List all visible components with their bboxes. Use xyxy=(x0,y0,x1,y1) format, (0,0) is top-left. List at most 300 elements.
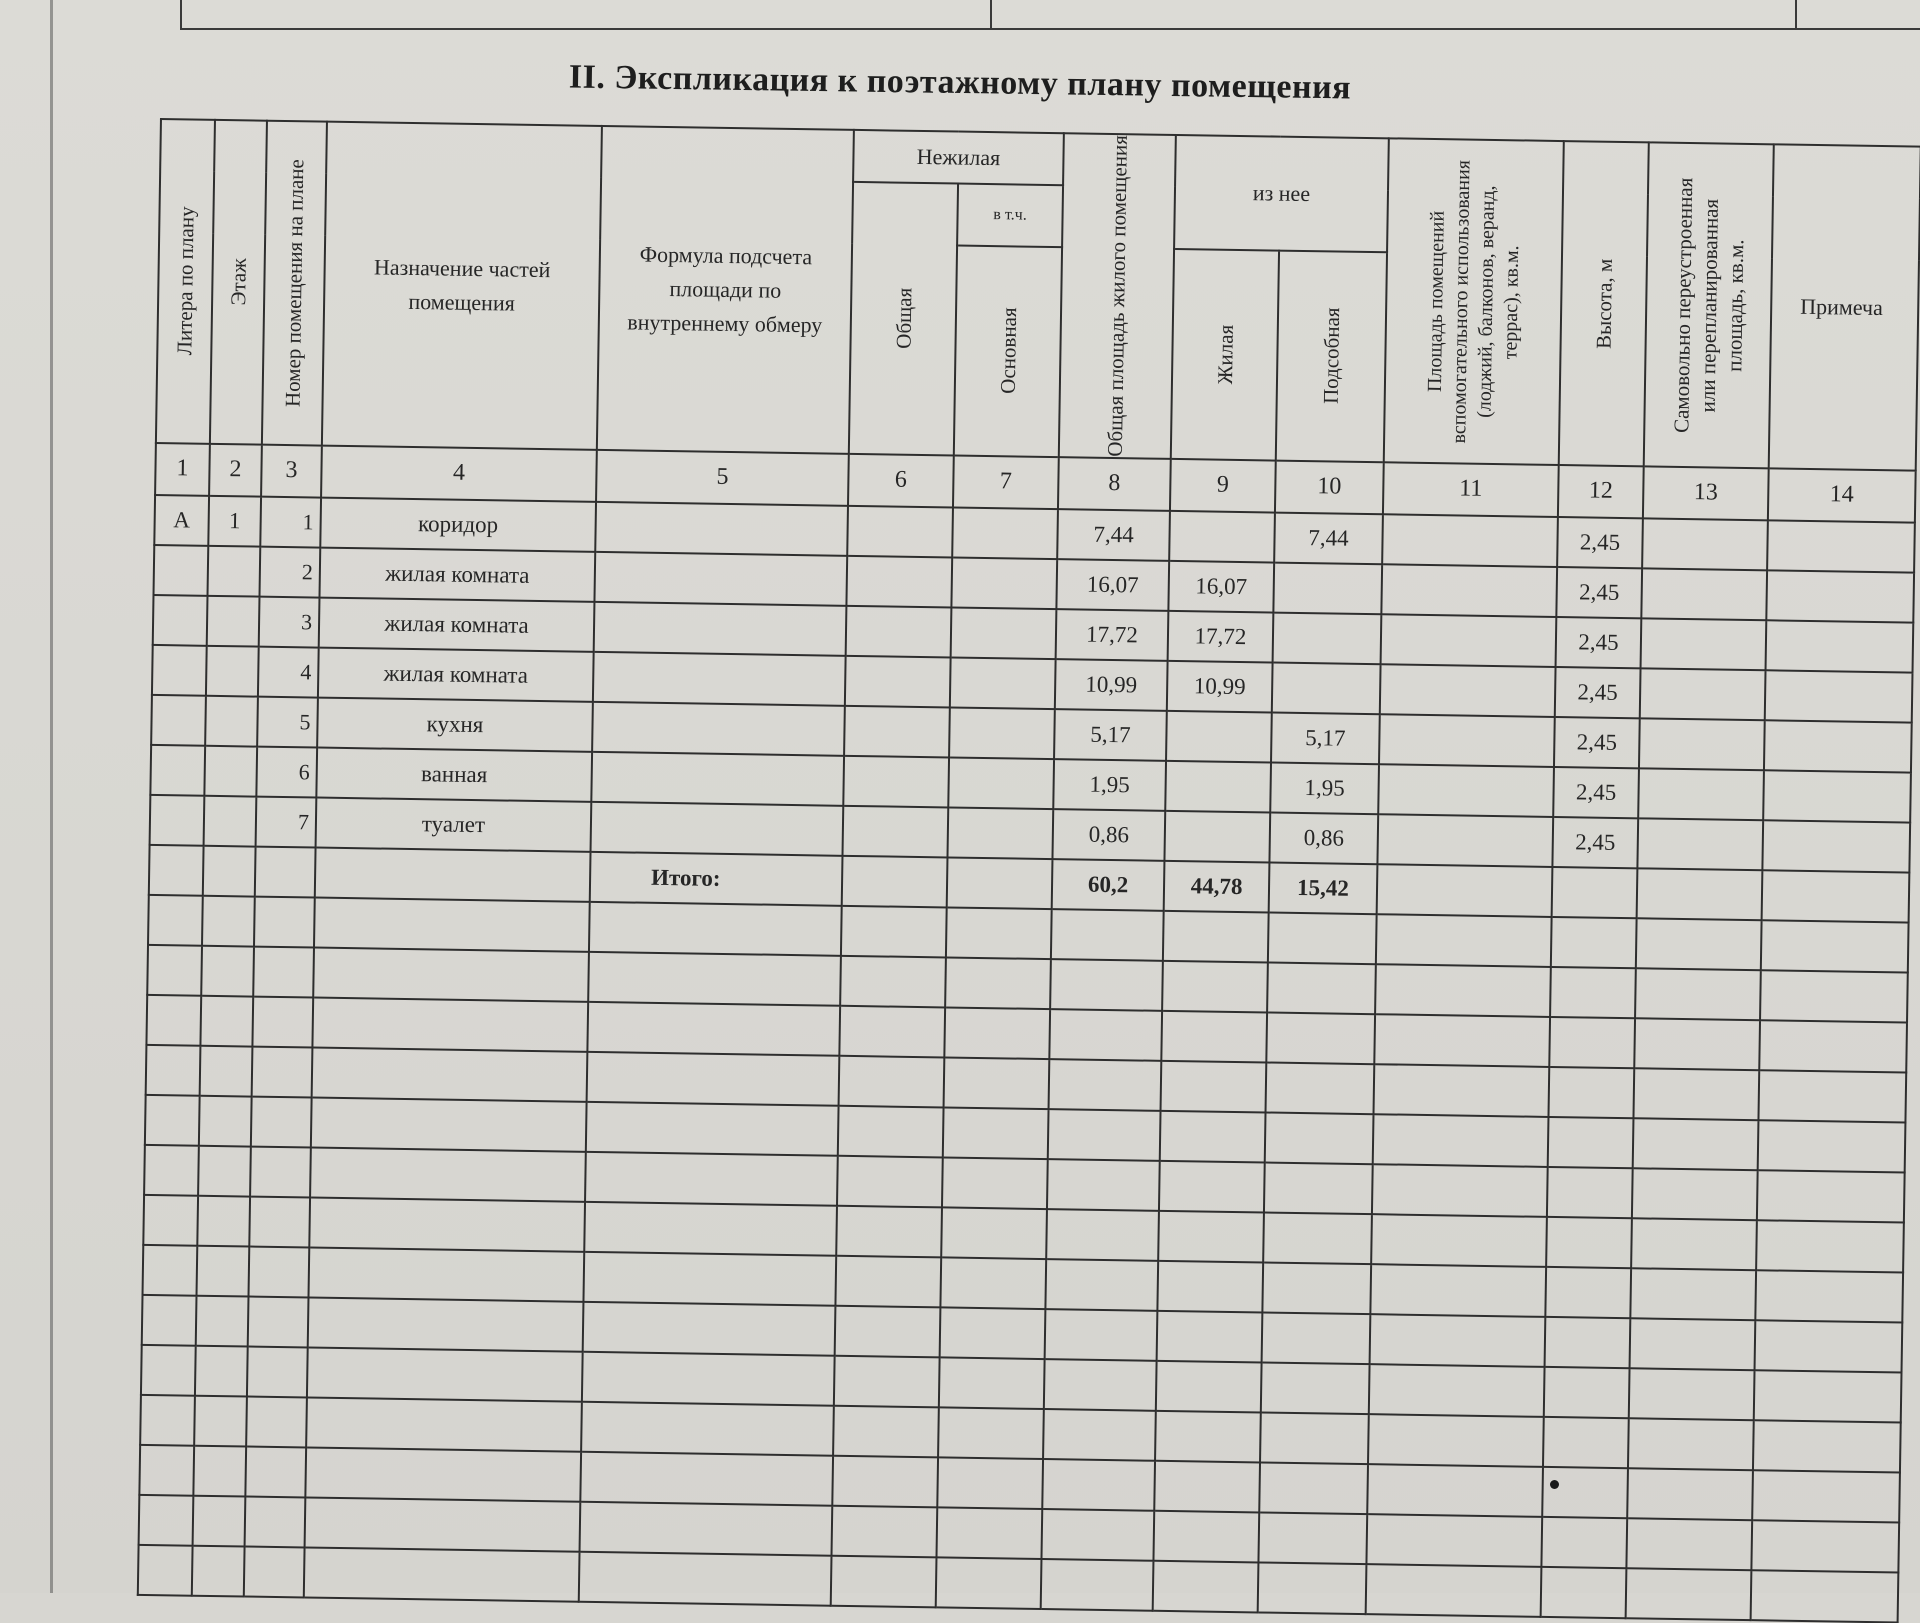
row-height: 2,45 xyxy=(1556,567,1642,618)
row-room-number: 1 xyxy=(260,496,321,547)
column-number: 7 xyxy=(953,455,1059,509)
table-cell xyxy=(948,757,1054,809)
table-cell xyxy=(1266,1012,1375,1064)
table-cell xyxy=(147,945,202,996)
row-floor xyxy=(206,645,259,696)
row-living-area: 10,99 xyxy=(1167,661,1273,713)
row-floor: 1 xyxy=(208,495,261,546)
row-room-number: 2 xyxy=(260,546,321,597)
totals-living-area: 44,78 xyxy=(1164,860,1270,912)
explication-table xyxy=(137,118,1920,1623)
row-room-purpose: жилая комната xyxy=(319,597,595,651)
column-number: 11 xyxy=(1383,462,1559,517)
column-number: 4 xyxy=(321,445,597,501)
table-cell xyxy=(1764,720,1912,772)
table-cell xyxy=(1753,1420,1901,1472)
top-rule-tick xyxy=(1795,0,1797,30)
table-cell xyxy=(581,1401,834,1455)
table-cell xyxy=(194,1395,247,1446)
table-cell xyxy=(1755,1320,1903,1372)
table-cell xyxy=(1366,1514,1542,1567)
row-total-area: 17,72 xyxy=(1056,609,1169,661)
table-cell xyxy=(1047,1159,1160,1211)
column-number: 5 xyxy=(596,450,849,506)
row-room-number: 3 xyxy=(259,596,320,647)
header-including: в т.ч. xyxy=(957,184,1063,247)
table-cell xyxy=(1642,518,1768,570)
table-cell xyxy=(1157,1260,1263,1312)
table-cell xyxy=(1633,1068,1759,1120)
header-auxiliary: Подсобная xyxy=(1276,250,1387,462)
table-cell xyxy=(1545,1267,1631,1318)
table-cell xyxy=(1637,868,1763,920)
row-living-area xyxy=(1169,511,1275,563)
table-cell xyxy=(1541,1517,1627,1568)
table-cell xyxy=(1161,1010,1267,1062)
table-cell xyxy=(1548,1067,1634,1118)
header-living: Жилая xyxy=(1171,249,1279,461)
row-height: 2,45 xyxy=(1555,667,1641,718)
table-cell xyxy=(1371,1214,1547,1267)
table-cell xyxy=(1264,1162,1373,1214)
table-cell xyxy=(1158,1210,1264,1262)
row-auxiliary-area: 1,95 xyxy=(1270,762,1379,814)
table-cell xyxy=(589,901,842,955)
table-cell xyxy=(582,1351,835,1405)
table-cell xyxy=(1156,1360,1262,1412)
row-litera xyxy=(154,545,209,596)
row-room-purpose: туалет xyxy=(316,797,592,851)
header-unauthorized-area: Самовольно переустроенная или перепланированная площадь, кв.м. xyxy=(1644,142,1774,468)
column-number: 13 xyxy=(1643,466,1769,520)
table-cell xyxy=(1368,1414,1544,1467)
table-cell xyxy=(941,1207,1047,1259)
table-cell xyxy=(1628,1418,1754,1470)
row-room-purpose: кухня xyxy=(317,697,593,751)
table-cell xyxy=(1155,1410,1261,1462)
row-auxiliary-area xyxy=(1273,562,1382,614)
table-cell xyxy=(1751,1570,1899,1622)
table-cell xyxy=(586,1101,839,1155)
table-cell xyxy=(945,957,1051,1009)
table-cell xyxy=(141,1344,196,1395)
table-cell xyxy=(1761,920,1909,972)
row-litera xyxy=(152,645,207,696)
table-cell xyxy=(1050,959,1163,1011)
table-cell xyxy=(831,1555,937,1607)
row-auxiliary-area: 5,17 xyxy=(1271,712,1380,764)
table-cell xyxy=(1370,1264,1546,1317)
table-cell xyxy=(1766,570,1914,622)
table-cell xyxy=(1366,1564,1542,1617)
table-cell xyxy=(245,1446,306,1497)
row-floor xyxy=(205,695,258,746)
table-cell xyxy=(1377,814,1553,867)
table-cell xyxy=(1762,870,1910,922)
table-cell xyxy=(1635,968,1761,1020)
column-number: 6 xyxy=(848,453,954,507)
table-cell xyxy=(843,805,949,857)
table-cell xyxy=(832,1505,938,1557)
table-cell xyxy=(942,1157,1048,1209)
table-cell xyxy=(307,1347,583,1401)
table-cell xyxy=(1766,620,1914,672)
row-room-purpose: жилая комната xyxy=(318,647,594,701)
table-cell xyxy=(951,607,1057,659)
row-height: 2,45 xyxy=(1553,767,1639,818)
table-cell xyxy=(947,857,1053,909)
explication-table-wrap xyxy=(137,118,1920,1620)
table-cell xyxy=(1043,1409,1156,1461)
table-cell xyxy=(1637,818,1763,870)
table-cell xyxy=(1048,1109,1161,1161)
table-cell xyxy=(1374,1014,1550,1067)
table-cell xyxy=(193,1495,246,1546)
table-cell xyxy=(1046,1209,1159,1261)
row-litera xyxy=(150,795,205,846)
table-cell xyxy=(1626,1568,1752,1620)
table-cell xyxy=(197,1245,250,1296)
row-height: 2,45 xyxy=(1554,717,1640,768)
table-cell xyxy=(1372,1164,1548,1217)
table-cell xyxy=(1370,1314,1546,1367)
row-auxiliary-area: 0,86 xyxy=(1269,812,1378,864)
row-floor xyxy=(207,595,260,646)
table-cell xyxy=(587,1001,840,1055)
table-cell xyxy=(247,1346,308,1397)
header-nonres-main: Основная xyxy=(954,245,1062,457)
table-cell xyxy=(1382,514,1558,567)
table-cell xyxy=(1260,1412,1369,1464)
table-cell xyxy=(1153,1560,1259,1612)
table-cell xyxy=(144,1145,199,1196)
row-living-area: 16,07 xyxy=(1168,561,1274,613)
table-cell xyxy=(949,707,1055,759)
table-cell xyxy=(1542,1467,1628,1518)
column-number: 9 xyxy=(1170,459,1276,513)
table-cell xyxy=(1547,1167,1633,1218)
table-cell xyxy=(1159,1160,1265,1212)
table-cell xyxy=(1263,1212,1372,1264)
header-total-area: Общая площадь жилого помещения xyxy=(1059,133,1176,458)
table-cell xyxy=(594,602,847,656)
table-cell xyxy=(140,1394,195,1445)
table-cell xyxy=(1629,1368,1755,1420)
table-cell xyxy=(595,502,848,556)
table-cell xyxy=(1161,1060,1267,1112)
row-room-number: 5 xyxy=(257,696,318,747)
table-cell xyxy=(143,1195,198,1246)
table-cell xyxy=(1381,564,1557,617)
header-litera: Литера по плану xyxy=(156,119,215,443)
table-cell xyxy=(200,995,253,1046)
table-cell xyxy=(1627,1468,1753,1520)
table-cell xyxy=(1160,1110,1266,1162)
table-cell xyxy=(139,1444,194,1495)
table-cell xyxy=(845,655,951,707)
table-cell xyxy=(1765,670,1913,722)
table-cell xyxy=(1756,1220,1904,1272)
row-auxiliary-area: 7,44 xyxy=(1274,512,1383,564)
table-cell xyxy=(196,1295,249,1346)
row-room-purpose: ванная xyxy=(316,747,592,801)
totals-label: Итого: xyxy=(590,851,843,905)
row-litera xyxy=(153,595,208,646)
table-cell xyxy=(943,1107,1049,1159)
row-floor xyxy=(204,795,257,846)
table-cell xyxy=(834,1355,940,1407)
table-cell xyxy=(202,895,255,946)
table-cell xyxy=(1381,614,1557,667)
table-cell xyxy=(1380,664,1556,717)
table-cell xyxy=(1633,1118,1759,1170)
table-cell xyxy=(1045,1309,1158,1361)
row-total-area: 5,17 xyxy=(1054,709,1167,761)
totals-total-area: 60,2 xyxy=(1052,859,1165,911)
table-cell xyxy=(1162,960,1268,1012)
table-cell xyxy=(305,1447,581,1501)
row-auxiliary-area xyxy=(1272,662,1381,714)
top-rule xyxy=(180,28,1920,30)
header-auxiliary-area: Площадь помещений вспомогательного использования (лоджий, балконов, веранд, террас), кв.м. xyxy=(1384,138,1564,464)
row-height: 2,45 xyxy=(1557,517,1643,568)
table-cell xyxy=(846,605,952,657)
table-cell xyxy=(944,1007,1050,1059)
table-cell xyxy=(1630,1268,1756,1320)
table-cell xyxy=(944,1057,1050,1109)
table-cell xyxy=(1754,1370,1902,1422)
row-living-area xyxy=(1165,761,1271,813)
table-cell xyxy=(1759,1020,1907,1072)
row-room-number: 4 xyxy=(258,646,319,697)
table-cell xyxy=(587,1051,840,1105)
column-number: 12 xyxy=(1558,465,1644,518)
row-room-number: 7 xyxy=(256,796,317,847)
table-cell xyxy=(1042,1459,1155,1511)
row-height: 2,45 xyxy=(1552,817,1638,868)
table-cell xyxy=(1049,1059,1162,1111)
table-cell xyxy=(580,1501,833,1555)
table-cell xyxy=(308,1297,584,1351)
table-cell xyxy=(1045,1259,1158,1311)
table-cell xyxy=(197,1195,250,1246)
table-cell xyxy=(192,1545,245,1596)
table-cell xyxy=(584,1201,837,1255)
page-title: II. Экспликация к поэтажному плану помещения xyxy=(568,58,1352,107)
table-cell xyxy=(1631,1218,1757,1270)
table-cell xyxy=(1375,964,1551,1017)
row-total-area: 16,07 xyxy=(1056,559,1169,611)
table-cell xyxy=(1641,568,1767,620)
table-cell xyxy=(1367,1464,1543,1517)
table-cell xyxy=(1636,918,1762,970)
table-cell xyxy=(193,1445,246,1496)
table-cell xyxy=(1758,1070,1906,1122)
table-cell xyxy=(936,1507,1042,1559)
table-cell xyxy=(1752,1470,1900,1522)
table-cell xyxy=(1550,967,1636,1018)
table-cell xyxy=(310,1147,586,1201)
table-cell xyxy=(1378,764,1554,817)
table-cell xyxy=(201,945,254,996)
table-cell xyxy=(306,1397,582,1451)
table-cell xyxy=(308,1247,584,1301)
table-cell xyxy=(940,1257,1046,1309)
table-cell xyxy=(1041,1559,1154,1611)
table-cell xyxy=(146,995,201,1046)
row-total-area: 0,86 xyxy=(1052,809,1165,861)
table-cell xyxy=(245,1496,306,1547)
table-cell xyxy=(1376,914,1552,967)
margin-line xyxy=(50,0,53,1593)
table-cell xyxy=(1630,1318,1756,1370)
row-floor xyxy=(204,745,257,796)
table-cell xyxy=(840,955,946,1007)
table-cell xyxy=(1552,867,1638,918)
table-cell xyxy=(835,1305,941,1357)
table-cell xyxy=(839,1005,945,1057)
table-cell xyxy=(1551,917,1637,968)
table-cell xyxy=(203,845,256,896)
table-cell xyxy=(312,997,588,1051)
table-cell xyxy=(1268,912,1377,964)
table-cell xyxy=(1762,820,1910,872)
header-floor: Этаж xyxy=(210,120,267,444)
table-cell xyxy=(249,1196,310,1247)
table-cell xyxy=(138,1544,193,1595)
column-number: 10 xyxy=(1275,460,1384,514)
table-cell xyxy=(1051,909,1164,961)
table-cell xyxy=(250,1146,311,1197)
table-cell xyxy=(1641,618,1767,670)
row-height: 2,45 xyxy=(1556,617,1642,668)
table-cell xyxy=(249,1246,310,1297)
table-cell xyxy=(952,507,1058,559)
row-litera xyxy=(150,745,205,796)
table-cell xyxy=(936,1557,1042,1609)
row-room-purpose: жилая комната xyxy=(319,547,595,601)
table-cell xyxy=(1545,1317,1631,1368)
table-cell xyxy=(940,1307,1046,1359)
table-cell xyxy=(248,1296,309,1347)
table-cell xyxy=(315,847,591,901)
table-cell xyxy=(1258,1562,1367,1614)
table-cell xyxy=(244,1546,305,1597)
table-cell xyxy=(1153,1510,1259,1562)
row-total-area: 10,99 xyxy=(1055,659,1168,711)
table-cell xyxy=(1377,864,1553,917)
table-cell xyxy=(1262,1262,1371,1314)
table-cell xyxy=(1549,1017,1635,1068)
table-cell xyxy=(592,701,845,755)
row-total-area: 1,95 xyxy=(1053,759,1166,811)
table-cell xyxy=(588,951,841,1005)
table-cell xyxy=(252,996,313,1047)
table-cell xyxy=(1258,1512,1367,1564)
table-cell xyxy=(835,1255,941,1307)
table-cell xyxy=(1638,768,1764,820)
table-cell xyxy=(314,897,590,951)
table-cell xyxy=(1261,1362,1370,1414)
row-litera: А xyxy=(154,495,209,546)
table-cell xyxy=(844,705,950,757)
top-rule-tick xyxy=(180,0,182,30)
table-cell xyxy=(833,1405,939,1457)
header-nonresidential: Нежилая xyxy=(853,130,1064,185)
row-living-area xyxy=(1166,711,1272,763)
header-notes: Примеча xyxy=(1769,144,1920,470)
ink-dot xyxy=(1550,1480,1559,1489)
row-living-area xyxy=(1164,811,1270,863)
table-cell xyxy=(254,896,315,947)
table-cell xyxy=(1379,714,1555,767)
column-number: 14 xyxy=(1768,468,1916,522)
table-cell xyxy=(832,1455,938,1507)
table-cell xyxy=(149,845,204,896)
table-cell xyxy=(1767,520,1915,572)
row-room-purpose: коридор xyxy=(320,497,596,551)
table-cell xyxy=(1634,1018,1760,1070)
table-cell xyxy=(950,657,1056,709)
table-cell xyxy=(838,1105,944,1157)
table-cell xyxy=(146,1045,201,1096)
table-cell xyxy=(1640,668,1766,720)
table-cell xyxy=(1763,770,1911,822)
table-cell xyxy=(139,1494,194,1545)
table-cell xyxy=(938,1407,1044,1459)
table-cell xyxy=(583,1251,836,1305)
column-number: 1 xyxy=(155,443,210,496)
table-cell xyxy=(1757,1170,1905,1222)
table-cell xyxy=(1760,970,1908,1022)
table-cell xyxy=(1369,1364,1545,1417)
table-cell xyxy=(591,801,844,855)
table-cell xyxy=(591,751,844,805)
table-cell xyxy=(255,846,316,897)
table-cell xyxy=(580,1451,833,1505)
table-cell xyxy=(148,895,203,946)
table-cell xyxy=(1632,1168,1758,1220)
table-cell xyxy=(947,807,1053,859)
table-cell xyxy=(1626,1518,1752,1570)
table-cell xyxy=(1755,1270,1903,1322)
table-cell xyxy=(143,1245,198,1296)
table-cell xyxy=(846,555,952,607)
table-cell xyxy=(1044,1359,1157,1411)
table-cell xyxy=(1163,910,1269,962)
row-room-number: 6 xyxy=(256,746,317,797)
table-cell xyxy=(843,755,949,807)
table-cell xyxy=(1543,1417,1629,1468)
header-of-which: из нее xyxy=(1174,135,1389,252)
table-cell xyxy=(951,557,1057,609)
table-cell xyxy=(593,652,846,706)
table-cell xyxy=(251,1096,312,1147)
table-cell xyxy=(1544,1367,1630,1418)
top-rule-tick xyxy=(990,0,992,30)
table-cell xyxy=(1758,1120,1906,1172)
table-cell xyxy=(939,1357,1045,1409)
table-cell xyxy=(142,1294,197,1345)
row-living-area: 17,72 xyxy=(1168,611,1274,663)
column-number: 8 xyxy=(1058,457,1171,511)
row-floor xyxy=(208,545,261,596)
table-cell xyxy=(1265,1112,1374,1164)
table-cell xyxy=(195,1345,248,1396)
table-cell xyxy=(1546,1217,1632,1268)
column-number: 2 xyxy=(209,443,262,496)
table-cell xyxy=(311,1097,587,1151)
